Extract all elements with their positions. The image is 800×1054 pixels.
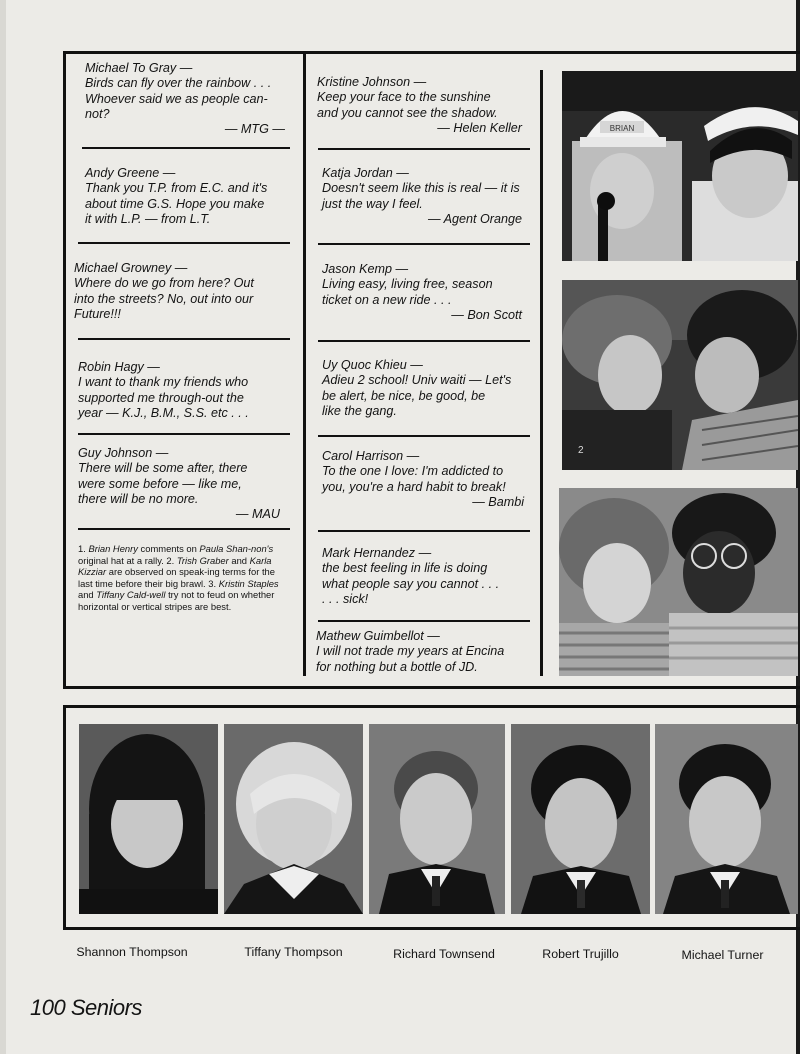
quote-signature: — Bambi <box>472 494 524 509</box>
senior-quote <box>322 358 534 419</box>
quote-divider <box>318 340 530 342</box>
caption-person: Kristin Staples <box>218 577 279 589</box>
candid-photo-two-girls <box>562 280 798 470</box>
quote-line: supported me through-out the <box>78 390 244 405</box>
portrait-name: Tiffany Thompson <box>244 945 343 959</box>
senior-name: Uy Quoc Khieu — <box>322 358 423 372</box>
quote-line: Keep your face to the sunshine <box>317 90 491 105</box>
senior-portrait <box>655 724 798 914</box>
caption-text: original hat at a rally. 2. <box>78 554 177 566</box>
quote-line: Whoever said we as people can- <box>85 91 268 106</box>
quote-line: . . . sick! <box>322 591 369 606</box>
caption-text: try not to feud on whether horizontal or vertical stripes are best. <box>78 589 275 612</box>
quote-divider <box>78 433 290 435</box>
quote-line: were some before — like me, <box>78 476 242 491</box>
senior-name: Katja Jordan — <box>322 166 409 180</box>
quote-line: Birds can fly over the rainbow . . . <box>85 76 272 91</box>
senior-quote <box>322 262 532 323</box>
quote-signature: — Bon Scott <box>451 307 522 322</box>
senior-quote <box>317 75 532 136</box>
senior-quote <box>78 446 290 522</box>
caption-person: Brian Henry <box>88 543 138 554</box>
caption-person: Karla Kizziar <box>78 554 272 578</box>
caption-text: are observed on speak-ing terms for the last time before their big brawl. 3. <box>78 566 275 589</box>
senior-name: Andy Greene — <box>85 166 176 180</box>
quote-line: Where do we go from here? Out <box>74 276 254 291</box>
senior-quote <box>322 166 532 227</box>
caption-text: and <box>228 554 250 566</box>
quote-divider <box>82 147 290 149</box>
senior-portrait <box>369 724 505 914</box>
caption-text: 1. <box>78 543 86 554</box>
quote-line: To the one I love: I'm addicted to <box>322 464 504 479</box>
senior-name: Guy Johnson — <box>78 446 169 460</box>
quote-signature: — MAU <box>235 507 280 522</box>
senior-quote <box>316 629 536 675</box>
quote-divider <box>318 620 530 622</box>
quote-divider <box>78 338 290 340</box>
quote-line: for nothing but a bottle of JD. <box>316 659 478 674</box>
quote-divider <box>318 435 530 437</box>
senior-name: Michael To Gray — <box>85 61 193 75</box>
senior-name: Jason Kemp — <box>322 262 409 276</box>
senior-quote <box>322 449 534 510</box>
quote-line: Adieu 2 school! Univ waiti — Let's <box>322 373 512 388</box>
quote-line: Future!!! <box>74 306 121 321</box>
candid-photo-striped-sweaters <box>559 488 798 676</box>
quote-line: Thank you T.P. from E.C. and it's <box>85 181 268 196</box>
senior-quote <box>85 61 295 137</box>
senior-portrait <box>79 724 218 914</box>
page-folio: 100 Seniors <box>30 995 142 1020</box>
photo-caption <box>78 543 288 613</box>
quote-line: what people say you cannot . . . <box>322 576 500 591</box>
quote-line: not? <box>85 106 110 121</box>
portrait-name: Robert Trujillo <box>542 947 619 961</box>
caption-person: Paula Shan-non's <box>199 543 274 554</box>
caption-text: and <box>78 589 97 601</box>
senior-quote <box>85 166 295 227</box>
quote-signature: — Agent Orange <box>427 211 522 226</box>
senior-name: Kristine Johnson — <box>317 75 427 89</box>
quote-line: like the gang. <box>322 403 397 418</box>
column-divider <box>303 54 306 676</box>
page-edge <box>0 0 6 1054</box>
quote-line: just the way I feel. <box>322 196 423 211</box>
portrait-name: Richard Townsend <box>393 947 495 961</box>
portrait-name: Michael Turner <box>681 948 764 962</box>
quote-signature: — Helen Keller <box>437 120 522 135</box>
portrait-name: Shannon Thompson <box>76 945 188 959</box>
caption-text: comments on <box>137 543 200 554</box>
quote-line: you, you're a hard habit to break! <box>322 479 506 494</box>
quote-line: ticket on a new ride . . . <box>322 292 452 307</box>
candid-photo-hats <box>562 71 798 261</box>
quote-line: into the streets? No, out into our <box>74 291 254 306</box>
caption-person: Tiffany Cald-well <box>96 589 166 601</box>
senior-portrait <box>224 724 363 914</box>
column-divider <box>540 70 543 676</box>
senior-name: Michael Growney — <box>74 261 188 275</box>
senior-name: Carol Harrison — <box>322 449 420 463</box>
senior-name: Mathew Guimbellot — <box>316 629 440 643</box>
caption-person: Trish Graber <box>176 554 229 566</box>
photo-number: 2 <box>578 445 584 456</box>
quote-line: I want to thank my friends who <box>78 375 249 390</box>
quote-line: I will not trade my years at Encina <box>316 644 505 659</box>
hat-label: BRIAN <box>609 124 635 133</box>
quote-line: the best feeling in life is doing <box>322 561 488 576</box>
senior-portrait <box>511 724 650 914</box>
quote-line: year — K.J., B.M., S.S. etc . . . <box>78 405 249 420</box>
quote-divider <box>78 528 290 530</box>
senior-name: Robin Hagy — <box>78 360 160 374</box>
quote-line: it with L.P. — from L.T. <box>85 211 211 226</box>
quote-line: Doesn't seem like this is real — it is <box>322 181 520 196</box>
quote-line: be alert, be nice, be good, be <box>322 388 486 403</box>
senior-quote <box>78 360 293 421</box>
quote-divider <box>78 242 290 244</box>
senior-quote <box>74 261 294 322</box>
senior-name: Mark Hernandez — <box>322 546 432 560</box>
quote-line: about time G.S. Hope you make <box>85 196 265 211</box>
quote-line: Living easy, living free, season <box>322 277 493 292</box>
quote-divider <box>318 243 530 245</box>
quote-line: There will be some after, there <box>78 461 248 476</box>
senior-quote <box>322 546 534 607</box>
quote-divider <box>318 148 530 150</box>
quote-divider <box>318 530 530 532</box>
quote-line: there will be no more. <box>78 491 199 506</box>
quote-signature: — MTG — <box>224 122 285 137</box>
quote-line: and you cannot see the shadow. <box>317 105 498 120</box>
